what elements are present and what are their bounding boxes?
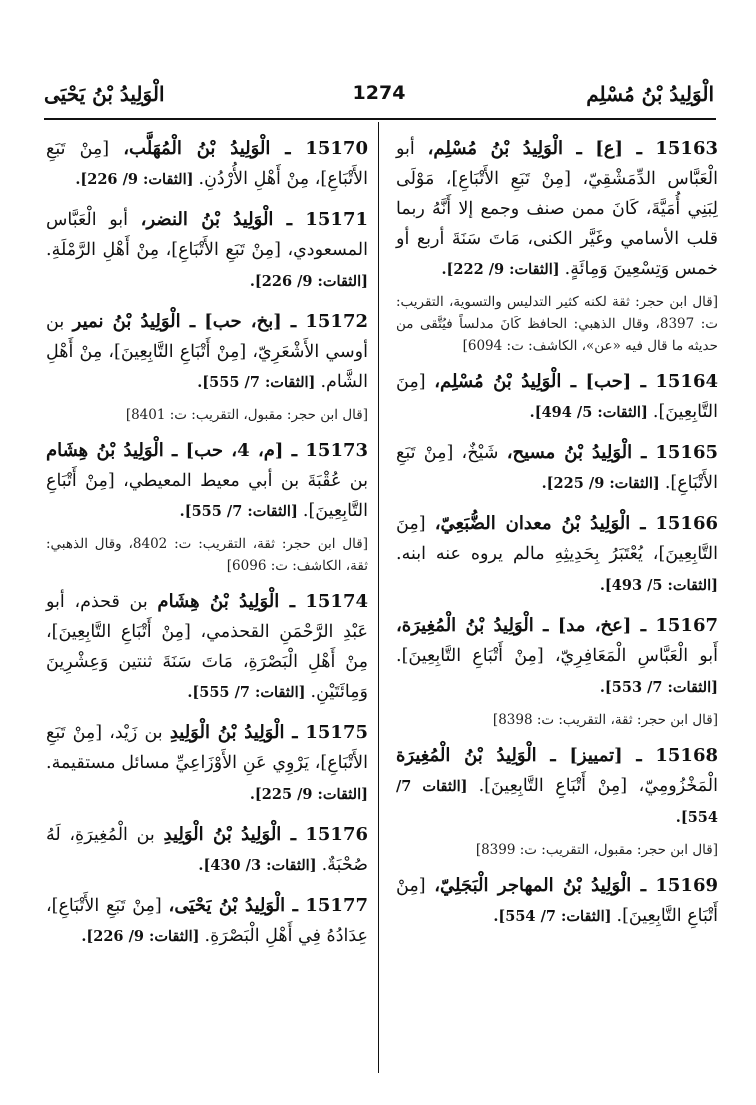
entry-note: [قال ابن حجر: ثقة، التقريب: ت: 8398] [492,712,718,728]
entry-head: 15170 ـ الْوَلِيدُ بْنُ الْمُهَلَّب، [123,138,368,159]
entry-15177 [46,891,368,952]
entry-text: الْمَخْزُومِيّ، [مِنْ أَتْبَاعِ التَّابِعِينَ]. [478,776,719,796]
entry-ref: [الثقات: 9/ 225]. [249,786,368,803]
entry-ref: [الثقات: 7/ 555]. [187,684,311,701]
entry-15176 [46,820,368,881]
entry-text: أَبو الْعَبَّاسِ الْمَعَافِرِيّ، [مِنْ أَتْبَاعِ التَّابِعِينَ]. [396,646,718,666]
entry-15171 [46,205,368,297]
entry-head: 15174 ـ الْوَلِيدُ بْنُ هِشَام [157,591,368,612]
entry-text: [مِنَ التَّابِعِينَ]، يُعْتَبَرُ بِحَدِيثِهِ مالم يروه عنه ابنه. [396,514,718,564]
entry-ref: [الثقات: 7/ 553]. [599,679,718,696]
entry-15170 [46,134,368,195]
entry-text: [مِنْ أَتْبَاعِ التَّابِعِينَ]. [396,876,718,926]
entry-ref: [الثقات: 9/ 225]. [541,475,665,492]
entry-head: 15168 ـ [تمييز] ـ الْوَلِيدُ بْنُ الْمُغِيرَة [396,745,718,766]
entry-note: [قال ابن حجر: ثقة لكنه كثير التدليس والتسوية، التقريب: ت: 8397، وقال الذهبي: الحافظ كَانَ مدلساً فيُتَّقى من حديثه ما قال فيه «عن»، الكاشف: ت: 6094] [396,294,718,354]
entry-head: 15173 ـ [م، 4، حب] ـ الْوَلِيدُ بْنُ هِشَام [46,440,369,461]
entry-ref: [الثقات: 5/ 493]. [599,577,718,594]
right-column [396,134,718,942]
entry-15165 [396,438,718,499]
entry-ref: [الثقات: 9/ 226]. [249,273,368,290]
entry-ref: [الثقات: 7/ 555]. [197,374,321,391]
entry-head: 15167 ـ [عخ، مد] ـ الْوَلِيدُ بْنُ الْمُغِيرَة، [396,615,718,636]
entry-text: بن أوسي الأَشْعَرِيّ، [مِنْ أَتْبَاعِ التَّابِعِينَ]، مِنْ أَهْلِ الشَّام. [46,312,368,392]
entry-text: أبو الْعَبَّاس الدِّمَشْقِيّ، [مِنْ تَبَعِ الأَتْبَاعِ]، مَوْلَى لِبَنِي أُمَيَّةَ، كَانَ ممن صنف وجمع إلا أَنَّهُ ربما قلب الأسامي وغَيَّر الكنى، مَاتَ سَنَةَ أربع أو خمس وَتِسْعِينَ وَمِائَةٍ. [396,139,718,279]
running-header [44,82,714,122]
entry-text: أبو الْعَبَّاس المسعودي، [مِنْ تَبَعِ الأَتْبَاعِ]، مِنْ أَهْلِ الرَّمْلَةِ. [46,210,368,260]
entry-head: 15165 ـ الْوَلِيدُ بْنُ مسيح، [506,442,718,463]
entry-head: 15172 ـ [بخ، حب] ـ الْوَلِيدُ بْنُ نمير [72,311,368,332]
entry-head: 15163 ـ [ع] ـ الْوَلِيدُ بْنُ مُسْلِم، [427,138,718,159]
entry-head: 15175 ـ الْوَلِيدُ بْنُ الْوَلِيدِ [169,722,368,743]
entry-ref: [الثقات: 3/ 430]. [198,857,322,874]
entry-text: [مِنَ التَّابِعِينَ]. [396,372,718,422]
entry-15169 [396,871,718,932]
entry-head: 15177 ـ الْوَلِيدُ بْنُ يَحْيَى، [168,895,368,916]
entry-head: 15171 ـ الْوَلِيدُ بْنُ النضر، [140,209,368,230]
header-right-title: الْوَلِيدُ بْنُ مُسْلِم [586,82,714,106]
column-divider [378,122,379,1073]
entry-text: بن عُقْبَةَ بن أبي معيط المعيطي، [مِنْ أَتْبَاعِ التَّابِعِينَ]. [46,471,368,521]
header-left-title: الْوَلِيدُ بْنُ يَحْيَى [44,82,165,106]
entry-ref: [الثقات: 5/ 494]. [529,404,653,421]
entry-ref: [الثقات: 9/ 226]. [81,928,205,945]
page-number: 1274 [352,82,406,104]
entry-text: بن قحذم، أبو عَبْدِ الرَّحْمَنِ القحذمي، [مِنْ أَتْبَاعِ التَّابِعِينَ]، مِنْ أَهْلِ الْبَصْرَةِ، مَاتَ سَنَةَ ثنتين وَعِشْرِينَ وَمِائَتَيْنِ. [46,592,368,702]
entry-15173 [46,436,368,527]
left-column [46,134,368,962]
entry-15163 [396,134,718,285]
entry-note: [قال ابن حجر: مقبول، التقريب: ت: 8401] [125,407,368,423]
entry-text: [مِنْ تَبَعِ الأَتْبَاعِ]، عِدَادُهُ فِي أَهْلِ الْبَصْرَةِ. [46,896,368,946]
entry-head: 15169 ـ الْوَلِيدُ بْنُ المهاجر الْبَجَلِيّ، [434,875,718,896]
entry-15172 [46,307,368,398]
entry-text: بن زَيْد، [مِنْ تَبَعِ الأَتْبَاعِ]، يَرْوِي عَنِ الأَوْزَاعِيِّ مسائل مستقيمة. [46,723,368,773]
entry-15164 [396,367,718,428]
entry-ref: [الثقات: 7/ 555]. [179,503,303,520]
entry-ref: [الثقات: 9/ 222]. [441,261,565,278]
entry-15174 [46,587,368,708]
entry-15175 [46,718,368,810]
entry-text: بن الْمُغِيرَةِ، لَهُ صُحْبَةٌ. [46,825,368,875]
entry-ref: [الثقات: 7/ 554]. [493,908,617,925]
entry-text: [مِنْ تَبَعِ الأَتْبَاعِ]، مِنْ أَهْلِ الأُرْدُنِ. [46,139,368,189]
header-rule [44,118,716,120]
entry-head: 15164 ـ [حب] ـ الْوَلِيدُ بْنُ مُسْلِم، [434,371,718,392]
entry-text: شَيْخٌ، [مِنْ تَبَعِ الأَتْبَاعِ]. [396,443,718,493]
entry-head: 15176 ـ الْوَلِيدُ بْنُ الْوَلِيدِ [163,824,368,845]
entry-15166 [396,509,718,601]
entry-ref: [الثقات 7/ 554]. [396,778,718,826]
entry-ref: [الثقات: 9/ 226]. [75,171,199,188]
entry-15167 [396,611,718,703]
entry-note: [قال ابن حجر: ثقة، التقريب: ت: 8402، وقال الذهبي: ثقة، الكاشف: ت: 6096] [46,536,369,574]
entry-head: 15166 ـ الْوَلِيدُ بْنُ معدان الضُّبَعِيّ، [434,513,718,534]
entry-note: [قال ابن حجر: مقبول، التقريب: ت: 8399] [475,842,718,858]
entry-15168 [396,741,718,833]
